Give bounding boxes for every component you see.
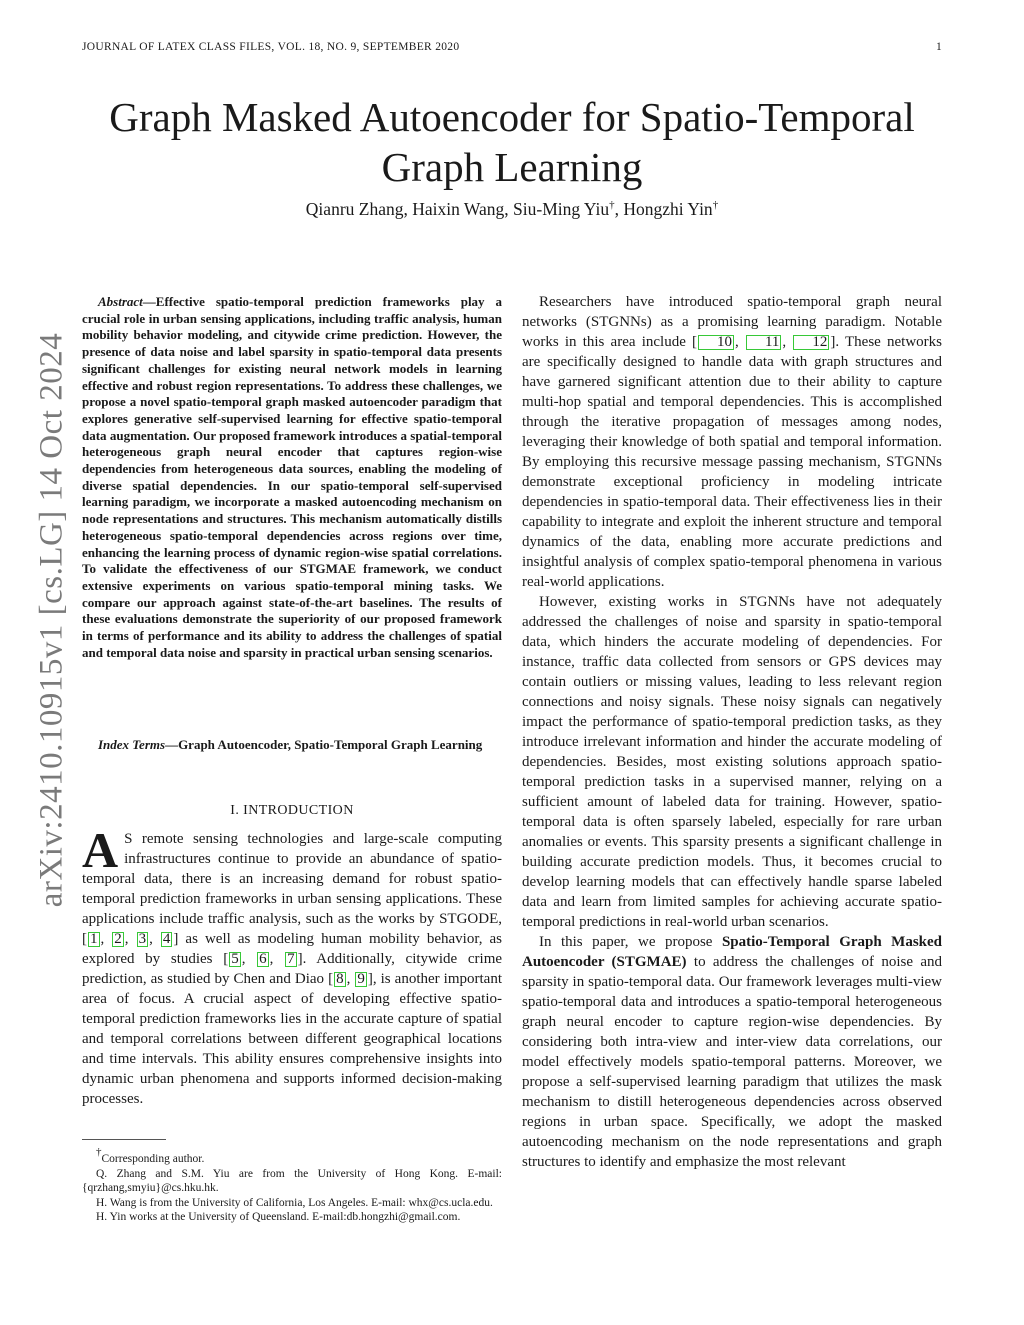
footnote-text: Corresponding author. <box>101 1153 205 1165</box>
section-title-rest: NTRODUCTION <box>248 803 354 818</box>
dagger-mark: † <box>712 199 719 211</box>
arxiv-id-text: arXiv:2410.10915v1 [cs.LG] 14 Oct 2024 <box>33 332 70 908</box>
intro-text-3: . Additionally, citywide crime prediction, as studied by Chen and Diao <box>82 951 503 987</box>
citation-link[interactable]: 8 <box>336 971 344 987</box>
paragraph <box>522 932 942 1172</box>
citation-link[interactable]: 10 <box>698 335 734 350</box>
citation-link[interactable]: 2 <box>114 931 122 947</box>
abstract-text: —Effective spatio-temporal prediction frameworks play a crucial role in urban sensing applications, including traffic analysis, human mobility behavior modeling, and citywide crime prediction. However, the presence of data noise and label sparsity in spatio-temporal data presents significant challenges for existing neural network models in learning effective and robust region representations. To address these challenges, we propose a novel spatio-temporal graph masked autoencoder paradigm that explores generative self-supervised learning for effective spatio-temporal data augmentation. Our proposed framework introduces a spatial-temporal heterogeneous graph neural encoder that captures region-wise dependencies from heterogeneous data sources, enabling the modeling of diverse spatial dependencies. In our spatio-temporal self-supervised learning paradigm, we incorporate a masked autoencoding mechanism on node representations and structures. This mechanism automatically distills heterogeneous spatio-temporal dependencies across regions over time, enhancing the learning process of dynamic region-wise spatial correlations. To validate the effectiveness of our STGMAE framework, we conduct extensive experiments on various spatio-temporal mining tasks. We compare our approach against state-of-the-art baselines. The results of these evaluations demonstrate the superiority of our proposed framework in terms of performance and its ability to address the challenges of spatial and temporal data noise and sparsity in practical urban sensing scenarios. <box>82 294 502 660</box>
index-terms <box>82 737 502 754</box>
dagger-mark: † <box>609 199 615 211</box>
index-terms-label: Index Terms <box>98 737 166 752</box>
citation-link[interactable]: 11 <box>746 335 781 350</box>
dagger-mark: † <box>96 1146 102 1158</box>
paragraph <box>522 292 942 592</box>
running-head: JOURNAL OF LATEX CLASS FILES, VOL. 18, NO. 9, SEPTEMBER 2020 <box>82 41 460 53</box>
drop-cap: A <box>82 822 119 878</box>
intro-text-1: S remote sensing technologies and large-scale computing infrastructures continue to provide an abundance of spatio-temporal data, there is an increasing demand for robust spatio-temporal prediction frameworks in urban sensing applications. These applications include traffic analysis, such as the works by STGODE, <box>82 831 502 927</box>
footnotes <box>82 1145 502 1225</box>
paragraph-text: . These networks are specifically designed to handle data with graph structures and have garnered significant attention due to their ability to capture multi-hop spatial and temporal dependencies. This is accomplished through the iterative propagation of messages among nodes, leveraging their knowledge of both spatial and temporal information. By employing this recursive message passing mechanism, STGNNs demonstrate exceptional proficiency in modeling intricate dependencies in spatio-temporal data. Their effectiveness lies in their capability to integrate and exploit the inherent structure and temporal dynamics of the data, enabling more accurate predictions and insightful analysis of complex spatio-temporal phenomena in various real-world applications. <box>522 334 943 590</box>
footnote-rule <box>82 1139 166 1140</box>
intro-text-2: as well as modeling human mobility behavior, as explored by studies <box>82 931 503 967</box>
paper-title: Graph Masked Autoencoder for Spatio-Temporal Graph Learning <box>109 94 915 190</box>
footnote-affiliation: Q. Zhang and S.M. Yiu are from the University of Hong Kong. E-mail: {qrzhang,smyiu}@cs.hku.hk. <box>82 1167 502 1194</box>
abstract-label: Abstract <box>98 294 143 309</box>
introduction-paragraph <box>82 822 503 1109</box>
index-terms-text: —Graph Autoencoder, Spatio-Temporal Graph Learning <box>165 737 483 752</box>
section-number: I. <box>230 803 240 818</box>
citation-group: [ 1 , 2 , 3 , 4 ] <box>82 931 179 947</box>
page-number: 1 <box>936 41 942 53</box>
paragraph: However, existing works in STGNNs have not adequately addressed the challenges of noise and sparsity in spatio-temporal data, which hinders the accurate modeling of dependencies. For instance, traffic data collected from sensors or GPS devices may contain outliers or missing values, leading to less relevant region connections and noisy signals. These noisy signals can negatively impact the performance of spatio-temporal prediction tasks, as they introduce irrelevant information and hinder the accurate modeling of dependencies. Besides, most existing solutions approach spatio-temporal prediction tasks in a supervised manner, relying on a sufficient amount of labeled data for training. However, spatio-temporal data is often sparsely labeled, especially for rare urban anomalies or events. This sparsity presents a significant challenge in building accurate prediction models. Thus, it becomes crucial to develop learning models that can effectively handle sparse labeled data and learn from limited samples for achieving accurate spatio-temporal predictions in real-world urban scenarios. <box>522 594 942 930</box>
citation-link[interactable]: 1 <box>90 931 98 947</box>
intro-text-4: , is another important area of focus. A crucial aspect of developing effective spatio-temporal prediction frameworks lies in the accurate capture of spatial and temporal correlations between different geographical locations and time intervals. This ability ensures comprehensive insights into dynamic urban phenomena and supports informed decision-making processes. <box>82 971 503 1107</box>
right-column <box>522 292 942 1172</box>
model-name: Spatio-Temporal Graph Masked Autoencoder (STGMAE) <box>522 934 943 970</box>
section-heading-introduction <box>82 803 502 819</box>
citation-link[interactable]: 12 <box>793 335 829 350</box>
section-title-initial: I <box>243 803 249 818</box>
citation-link[interactable]: 7 <box>287 951 295 967</box>
citation-link[interactable]: 5 <box>231 951 239 967</box>
citation-group: [ 10 , 11 , 12 ] <box>692 334 836 350</box>
paragraph-text: to address the challenges of noise and sparsity in spatio-temporal data. Our framework leverages multi-view spatio-temporal data and introduces a spatio-temporal heterogeneous graph neural encoder to capture region-wise dependencies. By considering both intra-view and inter-view data correlations, our model effectively models spatio-temporal patterns. Moreover, we propose a self-supervised learning paradigm that utilizes the mask mechanism to distill heterogeneous dependencies across observed regions in urban space. Specifically, we adopt the masked autoencoding mechanism on the node representations and graph structures to identify and emphasize the most relevant <box>522 954 942 1170</box>
citation-link[interactable]: 9 <box>357 971 365 987</box>
citation-link[interactable]: 3 <box>138 931 147 947</box>
citation-group: [ 8 , 9 ] <box>328 971 373 987</box>
citation-group: [ 5 , 6 , 7 ] <box>223 951 303 967</box>
author-list <box>60 199 964 220</box>
citation-link[interactable]: 6 <box>259 951 267 967</box>
authors-part-1: Qianru Zhang, Haixin Wang, Siu-Ming Yiu <box>305 199 610 219</box>
citation-link[interactable]: 4 <box>162 931 171 947</box>
footnote-affiliation: H. Wang is from the University of California, Los Angeles. E-mail: whx@cs.ucla.edu. <box>96 1196 493 1209</box>
abstract <box>82 294 502 661</box>
footnote-corresponding <box>82 1145 502 1167</box>
footnote-affiliation: H. Yin works at the University of Queensland. E-mail:db.hongzhi@gmail.com. <box>96 1211 461 1223</box>
paragraph-text: Researchers have introduced spatio-temporal graph neural networks (STGNNs) as a promising learning paradigm. Notable works in this area include <box>522 294 942 350</box>
paragraph-text: In this paper, we propose <box>539 934 722 950</box>
authors-part-2: , Hongzhi Yin <box>614 199 713 219</box>
